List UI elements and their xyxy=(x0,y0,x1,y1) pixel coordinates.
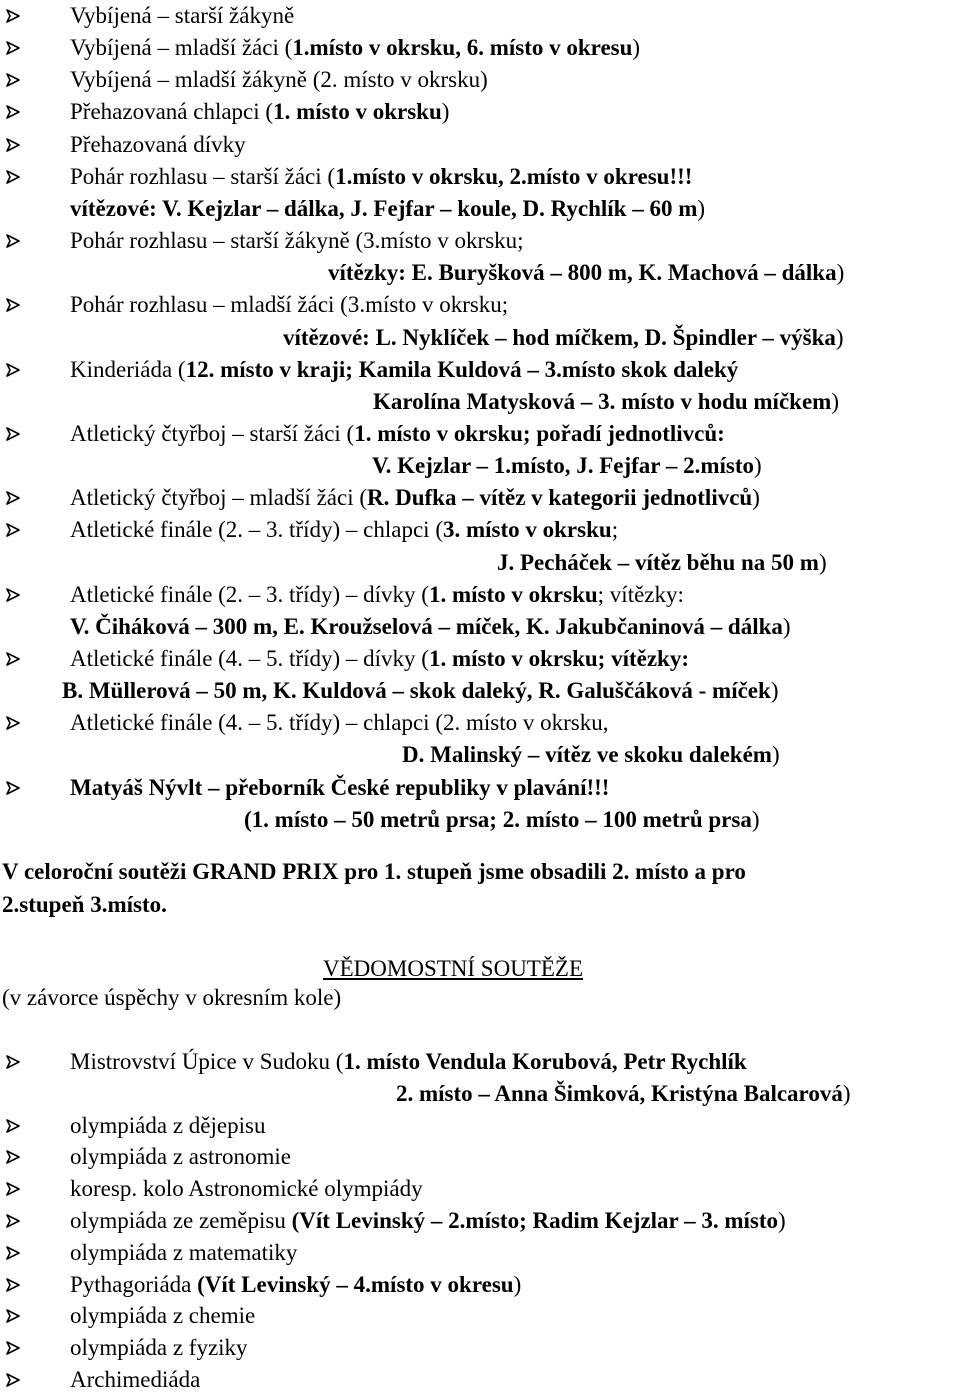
arrow-bullet-icon xyxy=(6,523,20,537)
sport-result-text xyxy=(70,482,760,514)
bold-text: 1. místo v okrsku; pořadí jednotlivců: xyxy=(354,420,725,446)
arrow-bullet-icon xyxy=(6,588,20,602)
arrow-bullet-icon xyxy=(6,170,20,184)
plain-text: ) xyxy=(632,35,641,61)
grand-prix-summary-line-2: 2.stupeň 3.místo. xyxy=(2,892,167,917)
knowledge-result-text xyxy=(70,1110,265,1142)
sport-result-text xyxy=(328,257,844,289)
knowledge-section-title: VĚDOMOSTNÍ SOUTĚŽE xyxy=(323,956,584,981)
sport-result-text xyxy=(244,804,760,836)
knowledge-result-text xyxy=(396,1078,851,1110)
arrow-bullet-icon xyxy=(6,9,20,23)
bold-text: 1.místo v okrsku, 6. místo v okresu xyxy=(292,35,633,61)
plain-text: Pythagoriáda xyxy=(70,1271,198,1297)
bold-text: vítězky: E. Buryšková – 800 m, K. Machová – dálka xyxy=(328,260,837,286)
sport-result-text xyxy=(373,386,839,418)
arrow-bullet-icon xyxy=(6,41,20,55)
sport-result-text xyxy=(372,450,762,482)
plain-text: Pohár rozhlasu – starší žákyně (3.místo v okrsku; xyxy=(70,228,524,254)
arrow-bullet-icon xyxy=(6,73,20,87)
sport-result-text xyxy=(62,675,778,707)
arrow-bullet-icon xyxy=(6,1150,20,1164)
plain-text: Atletické finále (2. – 3. třídy) – chlapci ( xyxy=(70,517,443,543)
sport-result-text xyxy=(70,225,524,257)
plain-text: ) xyxy=(831,388,839,414)
sport-result-text xyxy=(70,772,609,804)
plain-text: olympiáda z fyziky xyxy=(70,1335,248,1361)
arrow-bullet-icon xyxy=(6,1309,20,1323)
sport-result-text xyxy=(70,96,449,128)
sport-result-text xyxy=(402,739,780,771)
plain-text: Vybíjená – mladší žákyně (2. místo v okrsku) xyxy=(70,67,488,93)
bold-text: 2. místo – Anna Šimková, Kristýna Balcarová xyxy=(396,1080,843,1106)
arrow-bullet-icon xyxy=(6,491,20,505)
plain-text: Atletický čtyřboj – starší žáci ( xyxy=(70,420,355,446)
arrow-bullet-icon xyxy=(6,1278,20,1292)
bold-text: 1. místo v okrsku xyxy=(273,99,442,125)
bold-text: vítězové: V. Kejzlar – dálka, J. Fejfar – koule, D. Rychlík – 60 m xyxy=(70,195,698,221)
plain-text: olympiáda z chemie xyxy=(70,1303,256,1329)
bold-text: 1. místo Vendula Korubová, Petr Rychlík xyxy=(343,1049,747,1074)
knowledge-result-text xyxy=(70,1237,297,1269)
knowledge-result-text xyxy=(70,1141,291,1173)
plain-text: Mistrovství Úpice v Sudoku ( xyxy=(70,1049,344,1074)
bold-text: 1. místo v okrsku xyxy=(428,581,598,607)
sport-result-text xyxy=(70,418,725,450)
plain-text: ) xyxy=(513,1271,522,1297)
sport-result-text xyxy=(70,354,738,386)
sport-result-text xyxy=(70,289,508,321)
plain-text: Vybíjená – mladší žáci ( xyxy=(70,35,293,61)
sport-result-text xyxy=(70,64,488,96)
arrow-bullet-icon xyxy=(6,716,20,730)
arrow-bullet-icon xyxy=(6,781,20,795)
arrow-bullet-icon xyxy=(6,105,20,119)
plain-text: Přehazovaná chlapci ( xyxy=(70,99,274,125)
plain-text: Pohár rozhlasu – mladší žáci (3.místo v okrsku; xyxy=(70,292,509,318)
plain-text: ) xyxy=(697,195,706,221)
plain-text: olympiáda ze zeměpisu xyxy=(70,1208,292,1233)
bold-text: 1. místo v okrsku; vítězky: xyxy=(428,646,689,671)
plain-text: Přehazovaná dívky xyxy=(70,131,246,157)
plain-text: ) xyxy=(842,1080,851,1106)
plain-text: ) xyxy=(782,613,791,639)
grand-prix-summary-line-1: V celoroční soutěži GRAND PRIX pro 1. stupeň jsme obsadili 2. místo a pro xyxy=(2,859,746,884)
arrow-bullet-icon xyxy=(6,363,20,377)
plain-text: ) xyxy=(752,485,760,511)
sport-result-text xyxy=(70,707,608,739)
bold-text: (Vít Levinský – 4.místo v okresu xyxy=(197,1271,514,1297)
plain-text: ; vítězky: xyxy=(597,581,684,607)
plain-text: olympiáda z matematiky xyxy=(70,1239,298,1265)
arrow-bullet-icon xyxy=(6,1214,20,1228)
bold-text: 1.místo v okrsku, 2.místo v okresu!!! xyxy=(335,163,693,189)
plain-text: ; xyxy=(611,517,619,543)
plain-text: Archimediáda xyxy=(70,1367,201,1392)
bold-text: D. Malinský – vítěz ve skoku dalekém xyxy=(402,742,772,768)
bold-text: V. Čiháková – 300 m, E. Kroužselová – míček, K. Jakubčaninová – dálka xyxy=(70,613,783,639)
bold-text: 3. místo v okrsku xyxy=(442,517,612,543)
bold-text: V. Kejzlar – 1.místo, J. Fejfar – 2.místo xyxy=(372,453,754,479)
plain-text: ) xyxy=(753,453,762,479)
arrow-bullet-icon xyxy=(6,138,20,152)
plain-text: Atletický čtyřboj – mladší žáci ( xyxy=(70,485,367,511)
sport-result-text xyxy=(497,547,827,579)
arrow-bullet-icon xyxy=(6,1119,20,1133)
plain-text: ) xyxy=(818,549,827,575)
arrow-bullet-icon xyxy=(6,1373,20,1387)
sport-result-text xyxy=(70,129,246,161)
plain-text: koresp. kolo Astronomické olympiády xyxy=(70,1176,423,1202)
bold-text: vítězové: L. Nyklíček – hod míčkem, D. Špindler – výška xyxy=(283,324,836,350)
bold-text: Karolína Matysková – 3. místo v hodu míčkem xyxy=(373,388,832,414)
sport-result-text xyxy=(70,32,640,64)
sport-result-text xyxy=(70,193,705,225)
plain-text: ) xyxy=(441,99,450,125)
arrow-bullet-icon xyxy=(6,1246,20,1260)
plain-text: Atletické finále (2. – 3. třídy) – dívky ( xyxy=(70,581,429,607)
knowledge-result-text xyxy=(70,1046,747,1078)
arrow-bullet-icon xyxy=(6,298,20,312)
sport-result-text xyxy=(70,514,618,546)
sport-result-text xyxy=(70,611,791,643)
plain-text: ) xyxy=(836,260,845,286)
plain-text: Pohár rozhlasu – starší žáci ( xyxy=(70,163,336,189)
plain-text: ) xyxy=(835,324,844,350)
plain-text: Atletické finále (4. – 5. třídy) – dívky ( xyxy=(70,646,429,671)
sport-result-text xyxy=(283,322,844,354)
sport-result-text xyxy=(70,643,689,675)
plain-text: ) xyxy=(770,678,779,704)
arrow-bullet-icon xyxy=(6,1055,20,1069)
bold-text: (Vít Levinský – 2.místo; Radim Kejzlar – 3. místo xyxy=(291,1208,778,1233)
knowledge-result-text xyxy=(70,1173,423,1205)
bold-text: (1. místo – 50 metrů prsa; 2. místo – 100 metrů prsa xyxy=(244,806,752,832)
knowledge-result-text xyxy=(70,1332,248,1364)
knowledge-result-text xyxy=(70,1364,200,1396)
sport-result-text xyxy=(70,579,684,611)
knowledge-section-subtitle: (v závorce úspěchy v okresním kole) xyxy=(2,985,342,1010)
plain-text: olympiáda z astronomie xyxy=(70,1144,291,1170)
arrow-bullet-icon xyxy=(6,1182,20,1196)
arrow-bullet-icon xyxy=(6,234,20,248)
plain-text: ) xyxy=(778,1208,786,1233)
plain-text: Atletické finále (4. – 5. třídy) – chlapci (2. místo v okrsku, xyxy=(70,710,609,736)
plain-text: Vybíjená – starší žákyně xyxy=(70,3,295,28)
arrow-bullet-icon xyxy=(6,652,20,666)
arrow-bullet-icon xyxy=(6,1341,20,1355)
plain-text: Kinderiáda ( xyxy=(70,356,186,382)
bold-text: 12. místo v kraji; Kamila Kuldová – 3.místo skok daleký xyxy=(185,356,739,382)
knowledge-result-text xyxy=(70,1205,786,1237)
arrow-bullet-icon xyxy=(6,427,20,441)
knowledge-result-text xyxy=(70,1269,521,1301)
plain-text: ) xyxy=(751,806,760,832)
sport-result-text xyxy=(70,161,692,193)
bold-text: J. Pecháček – vítěz běhu na 50 m xyxy=(497,549,819,575)
bold-text: B. Müllerová – 50 m, K. Kuldová – skok daleký, R. Galuščáková - míček xyxy=(62,678,771,704)
sport-result-text xyxy=(70,0,294,32)
plain-text: ) xyxy=(771,742,780,768)
bold-text: Matyáš Nývlt – přeborník České republiky v plavání!!! xyxy=(70,774,610,800)
bold-text: R. Dufka – vítěz v kategorii jednotlivců xyxy=(367,485,753,511)
knowledge-result-text xyxy=(70,1300,255,1332)
plain-text: olympiáda z dějepisu xyxy=(70,1112,266,1138)
